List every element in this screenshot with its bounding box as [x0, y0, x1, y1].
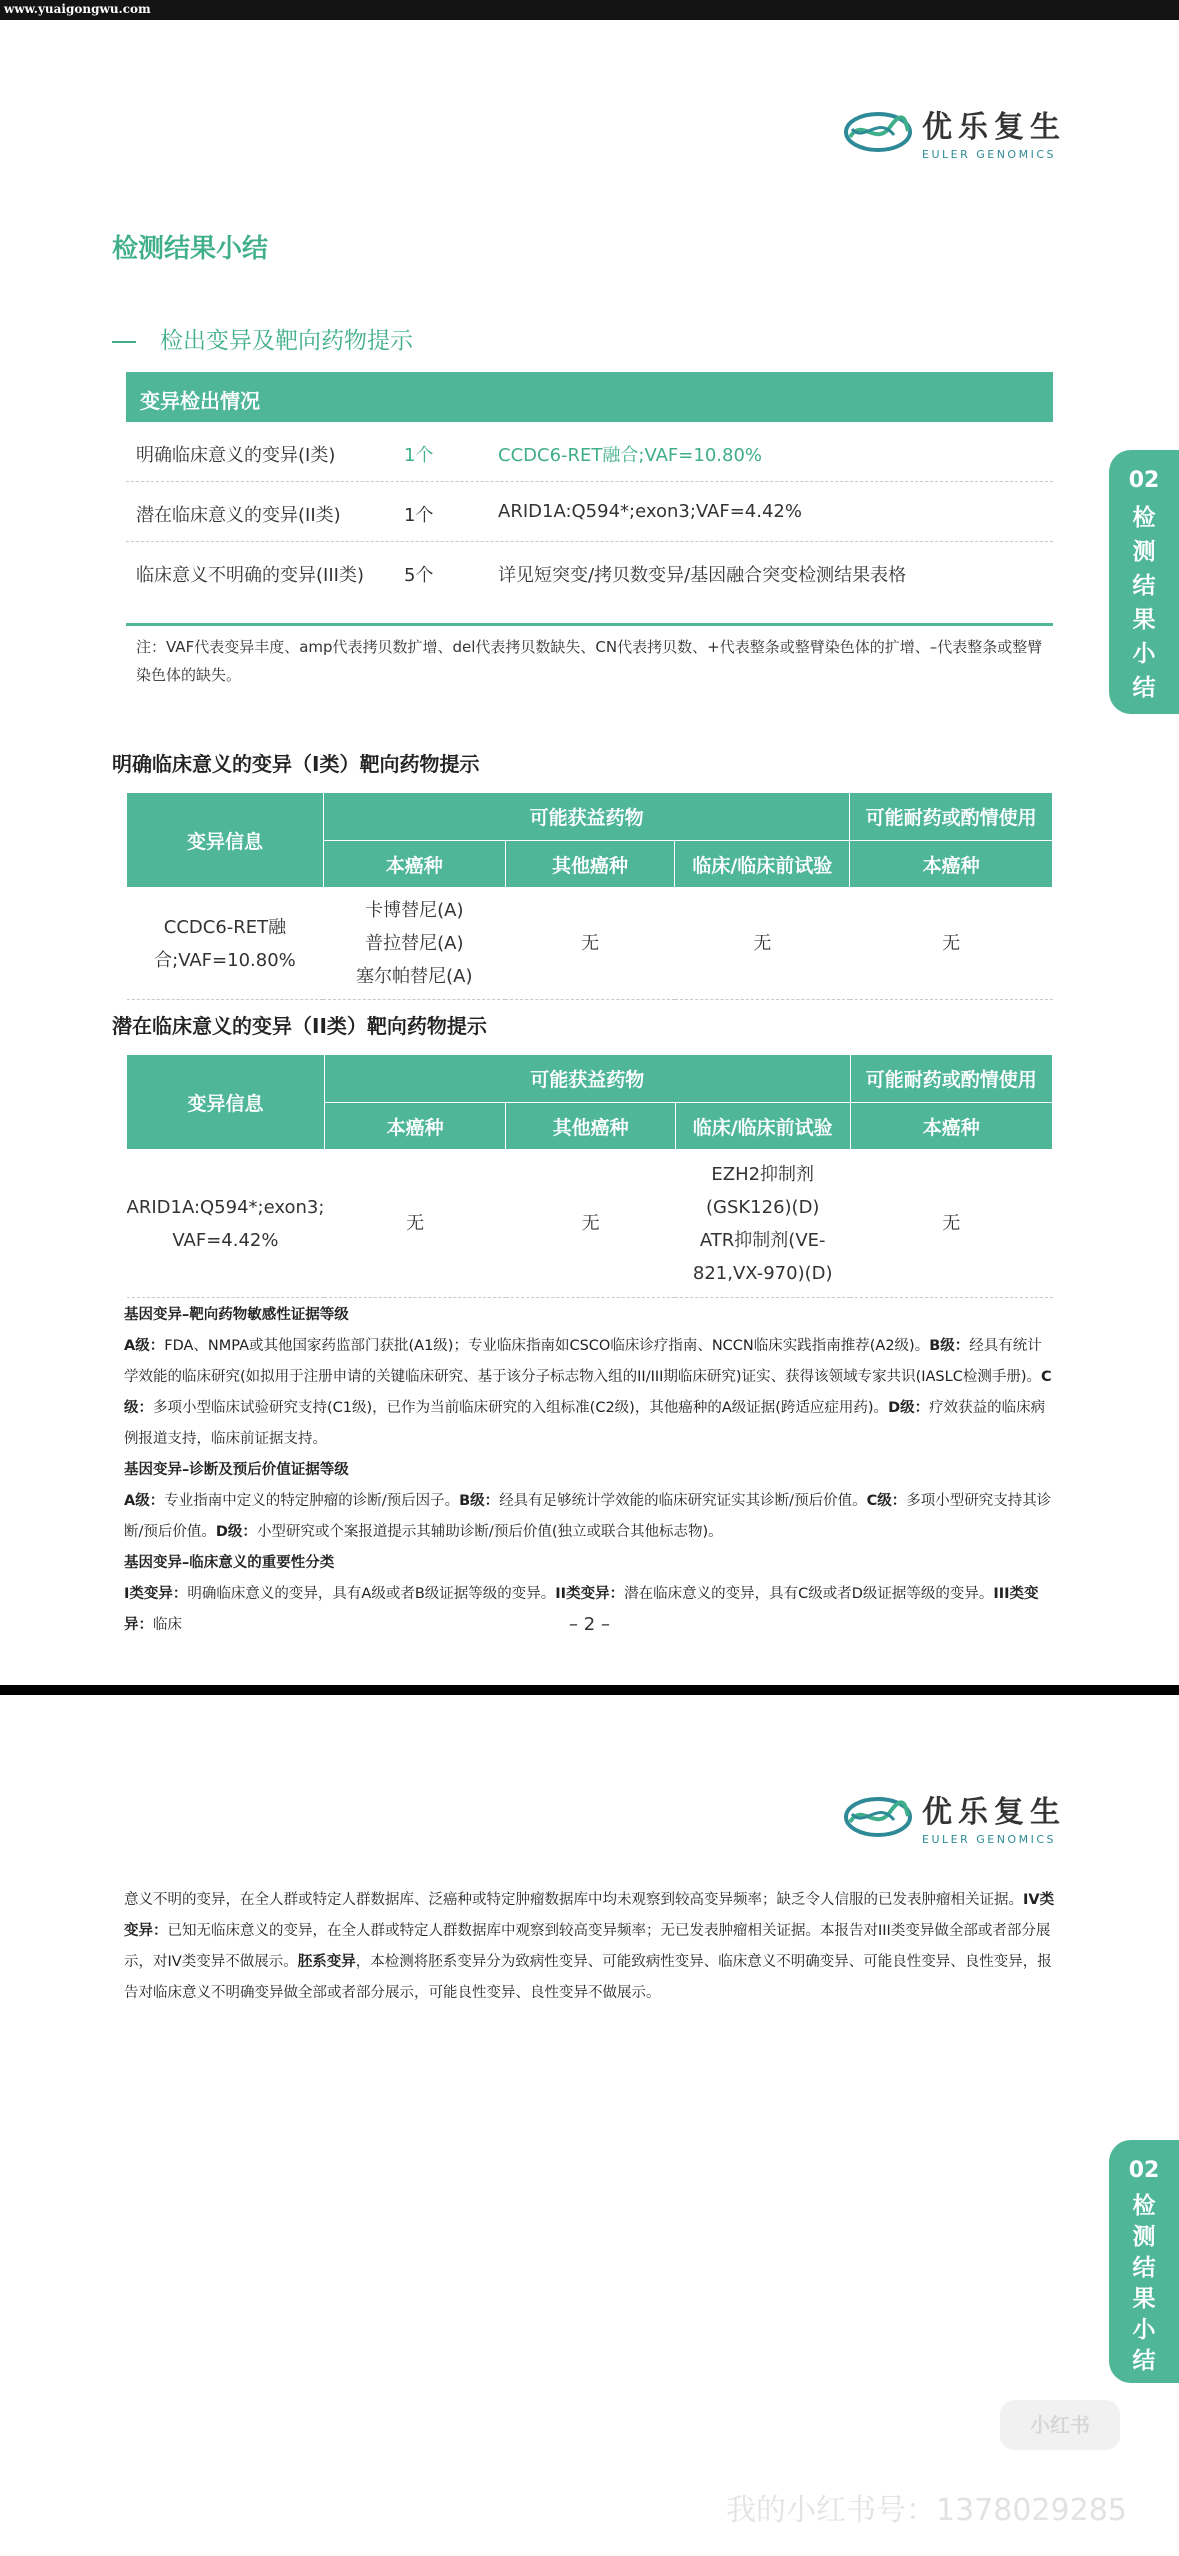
- level-label: D级：: [215, 1524, 257, 1540]
- page-number: – 2 –: [569, 1614, 610, 1635]
- side-tab-char: 结: [1132, 675, 1156, 701]
- side-tab-char: 测: [1132, 539, 1156, 565]
- th-other: 其他癌种: [505, 841, 675, 888]
- level-label: IV类变异：: [124, 1892, 1055, 1939]
- class-two-title: 潜在临床意义的变异（II类）靶向药物提示: [112, 1014, 487, 1038]
- cell-resist-drugs: 无: [850, 1150, 1052, 1298]
- side-tab-char: 结: [1132, 573, 1156, 599]
- heading-dash-icon: [112, 341, 136, 343]
- level-text: FDA、NMPA或其他国家药监部门获批(A1级)；专业临床指南如CSCO临床诊疗指南、NCCN临床实践指南推荐(A2级)。: [164, 1338, 930, 1354]
- level-text: 潜在临床意义的变异，具有C级或者D级证据等级的变异。: [624, 1586, 994, 1602]
- summary-row-label: 临床意义不明确的变异(III类): [136, 565, 364, 586]
- level-label: C级：: [124, 1369, 1052, 1416]
- cell-line: 合;VAF=10.80%: [154, 949, 296, 971]
- cell-other-drugs: 无: [505, 888, 675, 1000]
- side-tab-char: 小: [1132, 641, 1156, 667]
- th-trial: 临床/临床前试验: [675, 841, 850, 888]
- drug-name: 普拉替尼(A): [365, 933, 464, 954]
- side-tab-char: 检: [1132, 505, 1156, 531]
- level-text: 明确临床意义的变异，具有A级或者B级证据等级的变异。: [187, 1586, 556, 1602]
- cell-line: CCDC6-RET融: [163, 916, 287, 938]
- logo-mark-icon: [842, 1794, 914, 1840]
- th-info: 变异信息: [127, 1055, 325, 1150]
- drug-name: 821,VX-970)(D): [692, 1262, 833, 1284]
- cell-line: ARID1A:Q594*;exon3;: [126, 1196, 325, 1218]
- table-row: [127, 1150, 1053, 1298]
- summary-row-detail: 详见短突变/拷贝数变异/基因融合突变检测结果表格: [498, 565, 907, 586]
- level-label: C级：: [866, 1493, 907, 1509]
- paragraph-text: ，本检测将胚系变异分为致病性变异、可能致病性变异、临床意义不明确变异、可能良性变异、良性变异，报告对临床意义不明确变异做全部或者部分展示，可能良性变异、良性变异不做展示。: [124, 1954, 1052, 2001]
- evidence-section: [124, 1300, 1056, 1641]
- th-trial: 临床/临床前试验: [675, 1103, 850, 1150]
- side-tab-char: 小: [1132, 2317, 1156, 2343]
- summary-note: 注：VAF代表变异丰度、amp代表拷贝数扩增、del代表拷贝数缺失、CN代表拷贝数、+代表整条或整臂染色体的扩增、–代表整条或整臂染色体的缺失。: [136, 638, 1043, 684]
- th-benefit: 可能获益药物: [323, 793, 849, 841]
- level-text: 小型研究或个案报道提示其辅助诊断/预后价值(独立或联合其他标志物)。: [256, 1524, 723, 1540]
- level-label: D级：: [888, 1400, 930, 1416]
- logo-mark-icon: [842, 109, 914, 155]
- summary-row-label: 潜在临床意义的变异(II类): [136, 505, 341, 526]
- top-bar: [0, 0, 1179, 20]
- summary-row-detail: CCDC6-RET融合;VAF=10.80%: [498, 445, 762, 466]
- company-logo: [842, 1787, 1066, 1846]
- cell-variant-info: [127, 888, 324, 1000]
- logo-cn-text: 优乐复生: [922, 110, 1066, 145]
- watermark-badge: 小红书: [1000, 2400, 1120, 2450]
- th-info: 变异信息: [127, 793, 324, 888]
- drug-name: (GSK126)(D): [705, 1196, 820, 1218]
- evidence-sens-title: 基因变异–靶向药物敏感性证据等级: [124, 1307, 349, 1323]
- side-tab[interactable]: [1109, 450, 1179, 714]
- level-label: A级：: [124, 1338, 165, 1354]
- level-label: III类变异：: [124, 1586, 1039, 1633]
- level-text: 经具有足够统计学效能的临床研究证实其诊断/预后价值。: [499, 1493, 867, 1509]
- evidence-sens-text: [124, 1331, 1056, 1455]
- cell-other-drugs: 无: [506, 1150, 676, 1298]
- cell-own-drugs: 无: [324, 1150, 505, 1298]
- side-tab-char: 果: [1132, 2286, 1156, 2312]
- level-text: 临床: [153, 1617, 182, 1633]
- class-two-table: [126, 1054, 1053, 1298]
- summary-row: [126, 422, 1053, 482]
- level-text: 专业指南中定义的特定肿瘤的诊断/预后因子。: [164, 1493, 460, 1509]
- side-tab-number: 02: [1128, 2158, 1160, 2183]
- level-label: 胚系变异: [297, 1954, 356, 1970]
- level-text: 疗效获益的临床病例报道支持，临床前证据支持。: [124, 1400, 1046, 1447]
- class-one-title: 明确临床意义的变异（I类）靶向药物提示: [112, 752, 480, 776]
- summary-row: [126, 542, 1053, 623]
- evidence-diag-title: 基因变异–诊断及预后价值证据等级: [124, 1462, 349, 1478]
- th-own: 本癌种: [323, 841, 505, 888]
- logo-en-text: EULER GENOMICS: [922, 1833, 1056, 1846]
- side-tab-char: 果: [1132, 607, 1156, 633]
- th-resist: 可能耐药或酌情使用: [850, 793, 1053, 841]
- side-tab[interactable]: [1109, 2140, 1179, 2383]
- watermark-text: 我的小红书号：1378029285: [726, 2493, 1127, 2528]
- th-own: 本癌种: [324, 1103, 505, 1150]
- level-label: I类变异：: [124, 1586, 188, 1602]
- summary-row-count: 1个: [404, 505, 434, 526]
- drug-name: ATR抑制剂(VE-: [699, 1229, 826, 1251]
- cell-line: VAF=4.42%: [172, 1229, 279, 1251]
- side-tab-char: 结: [1132, 2255, 1156, 2281]
- table-row: [127, 888, 1053, 1000]
- drug-name: EZH2抑制剂: [711, 1163, 815, 1185]
- drug-name: 塞尔帕替尼(A): [356, 966, 473, 987]
- summary-row: [126, 482, 1053, 542]
- th-benefit: 可能获益药物: [324, 1055, 850, 1103]
- report-page-3: [0, 1695, 1179, 2556]
- logo-cn-text: 优乐复生: [922, 1795, 1066, 1830]
- summary-row-count: 1个: [404, 445, 434, 466]
- class-one-table: [126, 792, 1053, 1000]
- report-page-2: [0, 20, 1179, 1685]
- side-tab-number: 02: [1128, 468, 1160, 493]
- paragraph-text: 意义不明的变异，在全人群或特定人群数据库、泛癌种或特定肿瘤数据库中均未观察到较高变异频率；缺乏令人信服的已发表肿瘤相关证据。: [124, 1892, 1023, 1908]
- th-resist: 可能耐药或酌情使用: [850, 1055, 1052, 1103]
- company-logo: [842, 102, 1066, 161]
- level-label: B级：: [929, 1338, 970, 1354]
- summary-row-label: 明确临床意义的变异(I类): [136, 445, 336, 466]
- drug-name: 卡博替尼(A): [365, 900, 464, 921]
- evidence-diag-text: [124, 1486, 1056, 1548]
- logo-en-text: EULER GENOMICS: [922, 148, 1056, 161]
- summary-row-detail: ARID1A:Q594*;exon3;VAF=4.42%: [498, 501, 802, 522]
- summary-row-count: 5个: [404, 565, 434, 586]
- continued-text: [124, 1885, 1056, 2009]
- th-resist-own: 本癌种: [850, 1103, 1052, 1150]
- summary-header: 变异检出情况: [126, 372, 1053, 422]
- th-other: 其他癌种: [506, 1103, 676, 1150]
- side-tab-char: 测: [1132, 2224, 1156, 2250]
- side-tab-char: 检: [1132, 2193, 1156, 2219]
- paragraph-text: 已知无临床意义的变异，在全人群或特定人群数据库中观察到较高变异频率；无已发表肿瘤相关证据。本报告对III类变异做全部或者部分展示，对IV类变异不做展示。: [124, 1923, 1051, 1970]
- cell-resist-drugs: 无: [850, 888, 1053, 1000]
- level-text: 多项小型临床试验研究支持(C1级)，已作为当前临床研究的入组标准(C2级)，其他癌种的A级证据(跨适应症用药)。: [153, 1400, 889, 1416]
- section-heading-text: 检出变异及靶向药物提示: [160, 328, 413, 354]
- cell-own-drugs: [323, 888, 505, 1000]
- side-tab-char: 结: [1132, 2348, 1156, 2374]
- watermark-url: www.yuaigongwu.com: [4, 2, 151, 16]
- cell-trial-drugs: [675, 1150, 850, 1298]
- level-text: 多项小型研究支持其诊断/预后价值。: [124, 1493, 1052, 1540]
- level-text: 经具有统计学效能的临床研究(如拟用于注册申请的关键临床研究、基于该分子标志物入组的II/III期临床研究)证实、获得该领域专家共识(IASLC检测手册)。: [124, 1338, 1042, 1385]
- level-label: B级：: [459, 1493, 500, 1509]
- summary-divider: [126, 623, 1053, 626]
- level-label: II类变异：: [555, 1586, 625, 1602]
- th-resist-own: 本癌种: [850, 841, 1053, 888]
- level-label: A级：: [124, 1493, 165, 1509]
- cell-variant-info: [127, 1150, 325, 1298]
- section-heading: [112, 322, 413, 355]
- evidence-sig-title: 基因变异–临床意义的重要性分类: [124, 1555, 335, 1571]
- page-title: 检测结果小结: [112, 234, 269, 264]
- cell-trial-drugs: 无: [675, 888, 850, 1000]
